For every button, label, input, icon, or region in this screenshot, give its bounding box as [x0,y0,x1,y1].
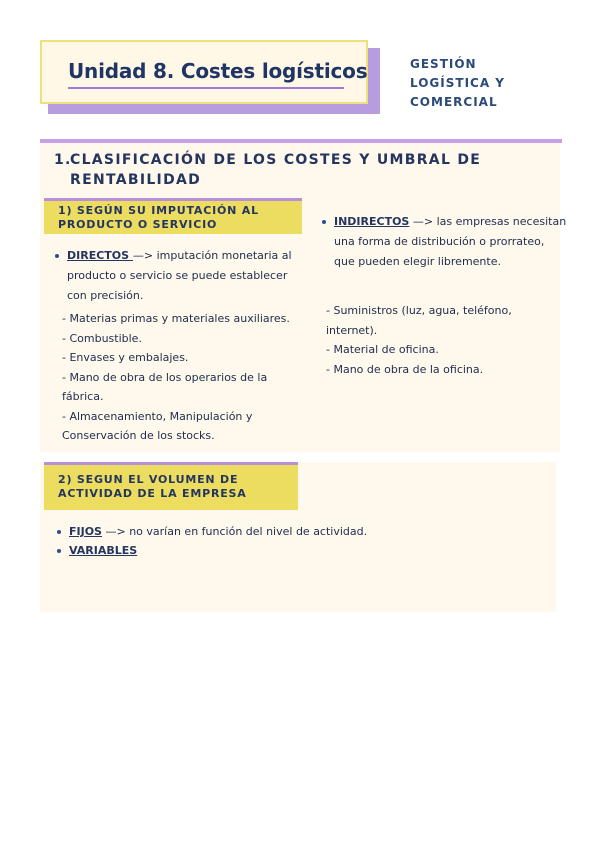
list-item: internet). [326,323,378,337]
directos-item [67,246,307,306]
bullet-icon [322,220,326,224]
subheading-line: 2) SEGUN EL VOLUMEN DE [58,473,239,486]
directos-text: producto o servicio se puede establecer [67,269,288,282]
indirectos-keyword: INDIRECTOS [334,215,410,228]
list-item: fábrica. [62,390,104,403]
list-item: - Combustible. [62,331,142,345]
bullet-icon [57,549,61,553]
list-item: - Almacenamiento, Manipulación y [62,409,253,423]
variables-item [69,541,269,561]
subheading-line: 1) SEGÚN SU IMPUTACIÓN AL [58,204,259,217]
list-item: - Suministros (luz, agua, teléfono, [326,304,512,317]
directos-text: —> imputación monetaria al [132,249,292,262]
list-item: - Envases y embalajes. [62,351,189,364]
indirectos-text: que pueden elegir libremente. [334,255,501,268]
subheading-volumen [44,462,298,510]
title-underline [68,87,344,89]
variables-keyword: VARIABLES [69,544,138,557]
list-item: Conservación de los stocks. [62,429,215,442]
subject-line: GESTIÓN [410,57,477,71]
fijos-item [69,522,399,542]
section1-heading [54,150,481,190]
bullet-icon [57,530,61,534]
subject-label [410,55,505,112]
bullet-icon [55,254,59,258]
subheading-bar [44,462,298,465]
section1-divider [40,139,562,143]
list-item: - Mano de obra de los operarios de la [62,370,268,384]
section-number: 1. [54,152,72,168]
subject-line: COMERCIAL [410,95,498,109]
section-heading-line: RENTABILIDAD [70,172,202,188]
title-box [40,40,368,104]
list-item: - Materias primas y materiales auxiliares. [62,312,290,325]
list-item: - Material de oficina. [326,343,439,356]
list-item: - Mano de obra de la oficina. [326,362,484,376]
subheading-bar [44,198,302,201]
section-heading-line: CLASIFICACIÓN DE LOS COSTES Y UMBRAL DE [70,152,482,168]
directos-text: con precisión. [67,289,144,302]
directos-list [62,309,290,446]
fijos-text: —> no varían en función del nivel de actividad. [101,525,368,538]
page-title: Unidad 8. Costes logísticos [68,59,368,83]
indirectos-item [334,212,567,272]
subheading-line: PRODUCTO O SERVICIO [58,218,218,231]
indirectos-text: una forma de distribución o prorrateo, [334,235,545,248]
subheading-imputacion [44,198,302,234]
fijos-keyword: FIJOS [69,525,102,538]
subject-line: LOGÍSTICA Y [410,76,505,90]
subheading-line: ACTIVIDAD DE LA EMPRESA [58,487,247,500]
indirectos-text: —> las empresas necesitan [409,215,567,228]
indirectos-list [326,301,512,379]
directos-keyword: DIRECTOS [67,249,133,262]
